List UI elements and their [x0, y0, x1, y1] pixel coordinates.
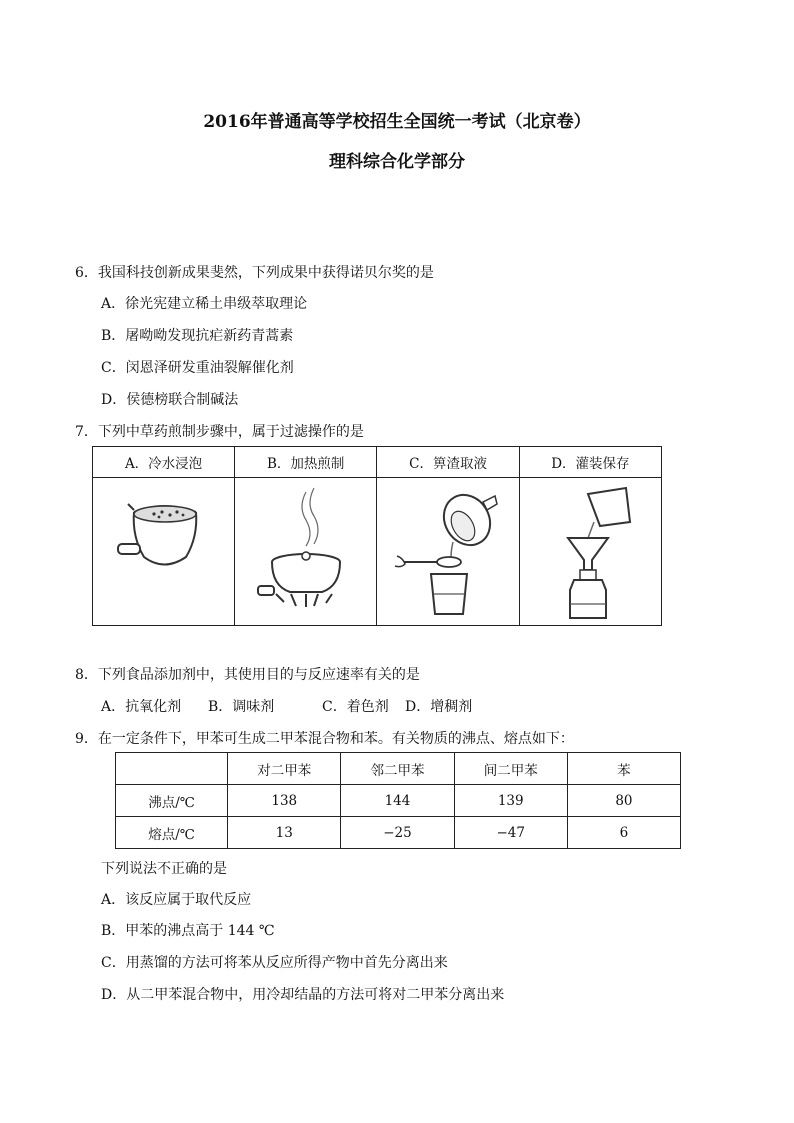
- q9-table-header-row: [116, 753, 681, 785]
- q7-header-a: A．冷水浸泡: [93, 447, 235, 478]
- q9-cell: 144: [341, 785, 454, 817]
- table-row: [116, 817, 681, 849]
- q9-header-benzene: 苯: [567, 753, 680, 785]
- q7-header-c: C．箅渣取液: [377, 447, 520, 478]
- pot-soaking-icon: [104, 482, 224, 622]
- q9-cell: −47: [454, 817, 567, 849]
- q9-cell: 6: [567, 817, 680, 849]
- q6-stem: 6．我国科技创新成果斐然，下列成果中获得诺贝尔奖的是: [75, 265, 434, 281]
- q9-option-a: A．该反应属于取代反应: [101, 892, 252, 908]
- q9-cell: 138: [228, 785, 341, 817]
- q9-cell: −25: [341, 817, 454, 849]
- q8-option-d: D．增稠剂: [405, 699, 473, 715]
- q9-option-c: C．用蒸馏的方法可将苯从反应所得产物中首先分离出来: [101, 955, 448, 971]
- exam-subtitle: 理科综合化学部分: [329, 152, 465, 172]
- q9-header-p-xylene: 对二甲苯: [228, 753, 341, 785]
- exam-title: 2016年普通高等学校招生全国统一考试（北京卷）: [203, 112, 591, 132]
- q9-cell: 13: [228, 817, 341, 849]
- pot-heating-icon: [246, 482, 366, 622]
- q9-option-b: B．甲苯的沸点高于 144 ℃: [101, 923, 275, 939]
- q7-header-d: D．灌装保存: [519, 447, 661, 478]
- q6-option-a: A．徐光宪建立稀土串级萃取理论: [101, 296, 308, 312]
- funnel-bottling-icon: [530, 482, 650, 622]
- q9-row-label: 熔点/℃: [116, 817, 228, 849]
- q8-option-c: C．着色剂: [322, 699, 389, 715]
- q9-header-m-xylene: 间二甲苯: [454, 753, 567, 785]
- q6-option-d: D．侯德榜联合制碱法: [101, 392, 239, 408]
- q7-stem: 7．下列中草药煎制步骤中，属于过滤操作的是: [75, 424, 364, 440]
- q6-option-c: C．闵恩泽研发重油裂解催化剂: [101, 360, 294, 376]
- q7-image-a: [93, 478, 235, 626]
- q9-header-o-xylene: 邻二甲苯: [341, 753, 454, 785]
- q8-stem: 8．下列食品添加剂中，其使用目的与反应速率有关的是: [75, 667, 420, 683]
- q9-row-label: 沸点/℃: [116, 785, 228, 817]
- q8-option-b: B．调味剂: [208, 699, 275, 715]
- q7-header-b: B．加热煎制: [235, 447, 377, 478]
- table-row: [116, 785, 681, 817]
- q9-cell: 139: [454, 785, 567, 817]
- q9-lead: 下列说法不正确的是: [101, 861, 227, 877]
- q9-option-d: D．从二甲苯混合物中，用冷却结晶的方法可将对二甲苯分离出来: [101, 987, 505, 1003]
- q7-table: [92, 446, 662, 626]
- q9-table: [115, 752, 681, 849]
- q8-option-a: A．抗氧化剂: [101, 699, 182, 715]
- q9-cell: 80: [567, 785, 680, 817]
- q7-image-c: [377, 478, 520, 626]
- q7-image-d: [519, 478, 661, 626]
- q6-option-b: B．屠呦呦发现抗疟新药青蒿素: [101, 328, 294, 344]
- q7-image-b: [235, 478, 377, 626]
- strainer-pouring-icon: [383, 482, 513, 622]
- q9-header-blank: [116, 753, 228, 785]
- q9-stem: 9．在一定条件下，甲苯可生成二甲苯混合物和苯。有关物质的沸点、熔点如下：: [75, 731, 574, 747]
